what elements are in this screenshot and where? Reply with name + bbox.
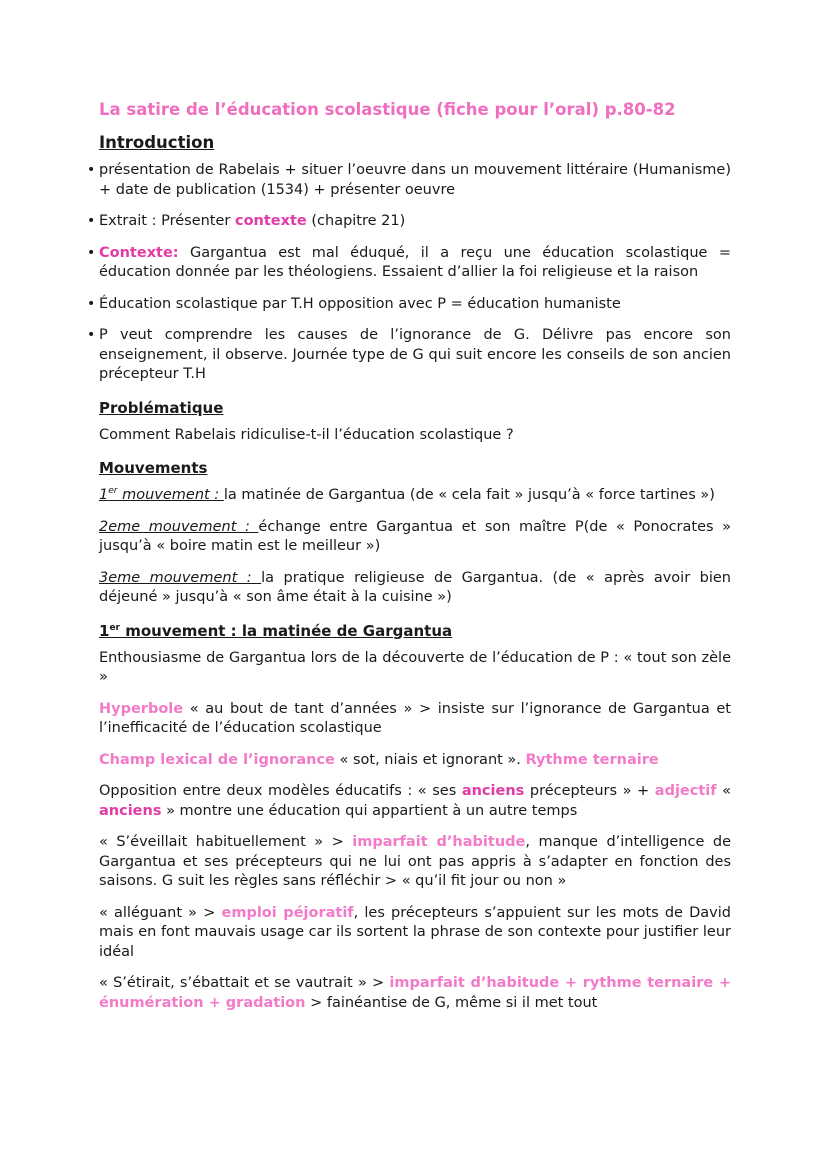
analysis-paragraph-6 bbox=[99, 904, 731, 963]
analysis-paragraph-2 bbox=[99, 700, 731, 739]
highlight-contexte: contexte bbox=[235, 213, 307, 229]
problematique-question: Comment Rabelais ridiculise-t-il l’éducation scolastique ? bbox=[99, 426, 514, 443]
highlight-imparfait: imparfait d’habitude bbox=[352, 834, 526, 850]
analysis-paragraph-1: Enthousiasme de Gargantua lors de la découverte de l’éducation de P : « tout son zèle » bbox=[99, 649, 731, 685]
intro-bullet-4: • Éducation scolastique par T.H opposition avec P = éducation humaniste bbox=[87, 295, 731, 315]
intro-heading: Introduction bbox=[99, 133, 215, 152]
mouvement-3-label: 3eme mouvement : bbox=[99, 569, 262, 586]
highlight-adjectif: adjectif bbox=[654, 783, 717, 799]
text: (chapitre 21) bbox=[306, 213, 406, 229]
document-page bbox=[99, 98, 731, 1025]
text: « au bout de tant d’années » > insiste sur l’ignorance de Gargantua et l’inefficacité de l’éducation scolastique bbox=[99, 700, 731, 736]
heading-number: 1 bbox=[99, 621, 110, 640]
text: « S’étirait, s’ébattait et se vautrait » > bbox=[99, 975, 390, 991]
text: « bbox=[716, 783, 732, 799]
mouvement-1 bbox=[99, 486, 731, 506]
text: « alléguant » > bbox=[99, 904, 222, 921]
highlight-contexte-label: Contexte: bbox=[99, 244, 179, 261]
heading-text: mouvement : la matinée de Gargantua bbox=[119, 621, 453, 640]
text: précepteurs » + bbox=[524, 783, 655, 799]
text: Extrait : Présenter bbox=[99, 213, 235, 229]
mouvement-1-label bbox=[99, 487, 224, 503]
text: > fainéantise de G, même si il met tout bbox=[305, 994, 598, 1011]
label-superscript: er bbox=[108, 486, 118, 497]
mouvement-3-text: la pratique religieuse de Gargantua. (de « après avoir bien déjeuné » jusqu’à « son âme était à la cuisine ») bbox=[99, 569, 731, 605]
highlight-rythme-ternaire: Rythme ternaire bbox=[525, 751, 659, 768]
text: , manque d’intelligence de Gargantua et ses précepteurs qui ne lui ont pas appris à s’adapter en fonction des saisons. G suit les règles sans réfléchir > « qu’il fit jour ou non » bbox=[99, 834, 731, 889]
mouvement-2-text: échange entre Gargantua et son maître P(de « Ponocrates » jusqu’à « boire matin est le meilleur ») bbox=[99, 518, 731, 554]
highlight-champ-lexical: Champ lexical de l’ignorance bbox=[99, 751, 335, 768]
intro-bullet-5: • P veut comprendre les causes de l’ignorance de G. Délivre pas encore son enseignement, il observe. Journée type de G qui suit encore les conseils de son ancien précepteur T.H bbox=[87, 326, 731, 385]
analysis-paragraph-5 bbox=[99, 833, 731, 892]
text: , les précepteurs s’appuient sur les mots de David mais en font mauvais usage car ils sortent la phrase de son contexte pour justifier leur idéal bbox=[99, 904, 731, 960]
highlight-hyperbole: Hyperbole bbox=[99, 700, 184, 717]
analysis-paragraph-4 bbox=[99, 782, 731, 821]
label-text: mouvement : bbox=[117, 487, 224, 503]
text: Gargantua est mal éduqué, il a reçu une éducation scolastique = éducation donnée par les théologiens. Essaient d’allier la foi religieuse et la raison bbox=[99, 244, 731, 280]
mouvement-2-label: 2eme mouvement : bbox=[99, 518, 259, 535]
text: « sot, niais et ignorant ». bbox=[334, 751, 526, 768]
intro-bullet-3 bbox=[87, 244, 731, 283]
page-title: La satire de l’éducation scolastique (fiche pour l’oral) p.80-82 bbox=[99, 100, 676, 119]
intro-bullet-2 bbox=[87, 212, 731, 232]
intro-bullet-1: • présentation de Rabelais + situer l’oeuvre dans un mouvement littéraire (Humanisme) + date de publication (1534) + présenter oeuvre bbox=[87, 161, 731, 200]
analysis-paragraph-3 bbox=[99, 751, 731, 771]
highlight-anciens: anciens bbox=[461, 783, 525, 799]
mouvements-heading: Mouvements bbox=[99, 459, 208, 477]
mouvement-3 bbox=[99, 569, 731, 608]
text: » montre une éducation qui appartient à un autre temps bbox=[161, 802, 578, 819]
mouvement-1-text: la matinée de Gargantua (de « cela fait » jusqu’à « force tartines ») bbox=[223, 487, 715, 503]
highlight-figures: imparfait d’habitude + rythme ternaire + énumération + gradation bbox=[99, 975, 731, 1011]
highlight-emploi-pejoratif: emploi péjoratif bbox=[221, 904, 354, 921]
section-1-heading bbox=[99, 620, 731, 642]
mouvement-2 bbox=[99, 518, 731, 557]
text: « S’éveillait habituellement » > bbox=[99, 834, 353, 850]
problematique-heading: Problématique bbox=[99, 398, 224, 417]
highlight-anciens: anciens bbox=[99, 802, 162, 819]
heading-superscript: er bbox=[109, 622, 120, 633]
text: Opposition entre deux modèles éducatifs : « ses bbox=[99, 783, 462, 799]
analysis-paragraph-7 bbox=[99, 974, 731, 1013]
label-number: 1 bbox=[99, 487, 109, 503]
